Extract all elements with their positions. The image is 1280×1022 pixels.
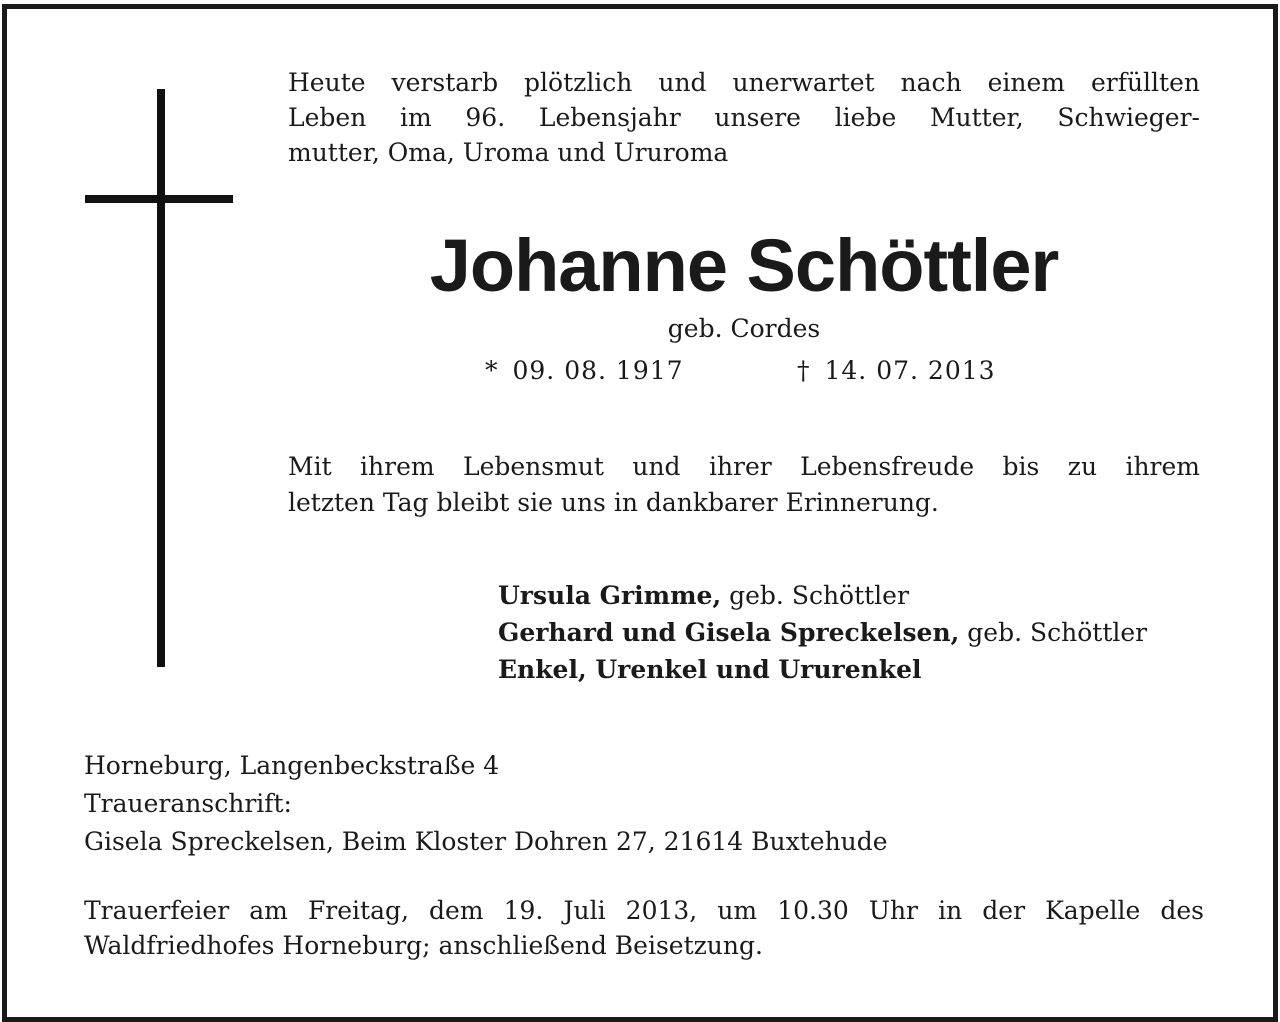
memory-text	[288, 449, 1200, 521]
memory-line: Mit ihrem Lebensmut und ihrer Lebensfreude bis zu ihrem	[288, 452, 1200, 481]
address-line: Traueranschrift:	[84, 789, 292, 818]
address-line: Horneburg, Langenbeckstraße 4	[84, 751, 500, 780]
birth-symbol: *	[485, 356, 499, 385]
mourner-entry	[498, 577, 1208, 614]
deceased-name: Johanne Schöttler	[429, 224, 1059, 307]
obituary-notice	[2, 4, 1278, 1022]
mourner-name: Ursula Grimme,	[498, 581, 722, 610]
mourners-list	[498, 577, 1208, 688]
mourner-detail: geb. Schöttler	[721, 581, 909, 610]
memory-line: letzten Tag bleibt sie uns in dankbarer Erinnerung.	[288, 488, 939, 517]
mourner-name: Gerhard und Gisela Spreckelsen,	[498, 618, 960, 647]
mourner-entry	[498, 614, 1208, 651]
service-line: Trauerfeier am Freitag, dem 19. Juli 2013, um 10.30 Uhr in der Kapelle des	[84, 896, 1204, 925]
intro-line: Heute verstarb plötzlich und unerwartet nach einem erfüllten	[288, 68, 1200, 97]
cross-horizontal-bar	[85, 195, 233, 203]
funeral-service-text	[84, 893, 1204, 963]
mourner-name: Enkel, Urenkel und Ururenkel	[498, 655, 922, 684]
mourner-detail: geb. Schöttler	[959, 618, 1148, 647]
maiden-name: geb. Cordes	[667, 314, 821, 343]
address-line: Gisela Spreckelsen, Beim Kloster Dohren 27, 21614 Buxtehude	[84, 827, 888, 856]
intro-line: Leben im 96. Lebensjahr unsere liebe Mutter, Schwieger-	[288, 103, 1200, 132]
mourner-entry	[498, 651, 1208, 688]
service-line: Waldfriedhofes Horneburg; anschließend Beisetzung.	[84, 931, 763, 960]
cross-vertical-bar	[157, 89, 165, 667]
death-symbol: †	[797, 356, 811, 385]
death-date	[797, 353, 996, 389]
birth-date	[485, 353, 684, 389]
address-block	[84, 747, 1204, 861]
intro-text	[288, 65, 1200, 170]
birth-date-value: 09. 08. 1917	[512, 356, 684, 385]
intro-line: mutter, Oma, Uroma und Ururoma	[288, 138, 729, 167]
death-date-value: 14. 07. 2013	[824, 356, 996, 385]
